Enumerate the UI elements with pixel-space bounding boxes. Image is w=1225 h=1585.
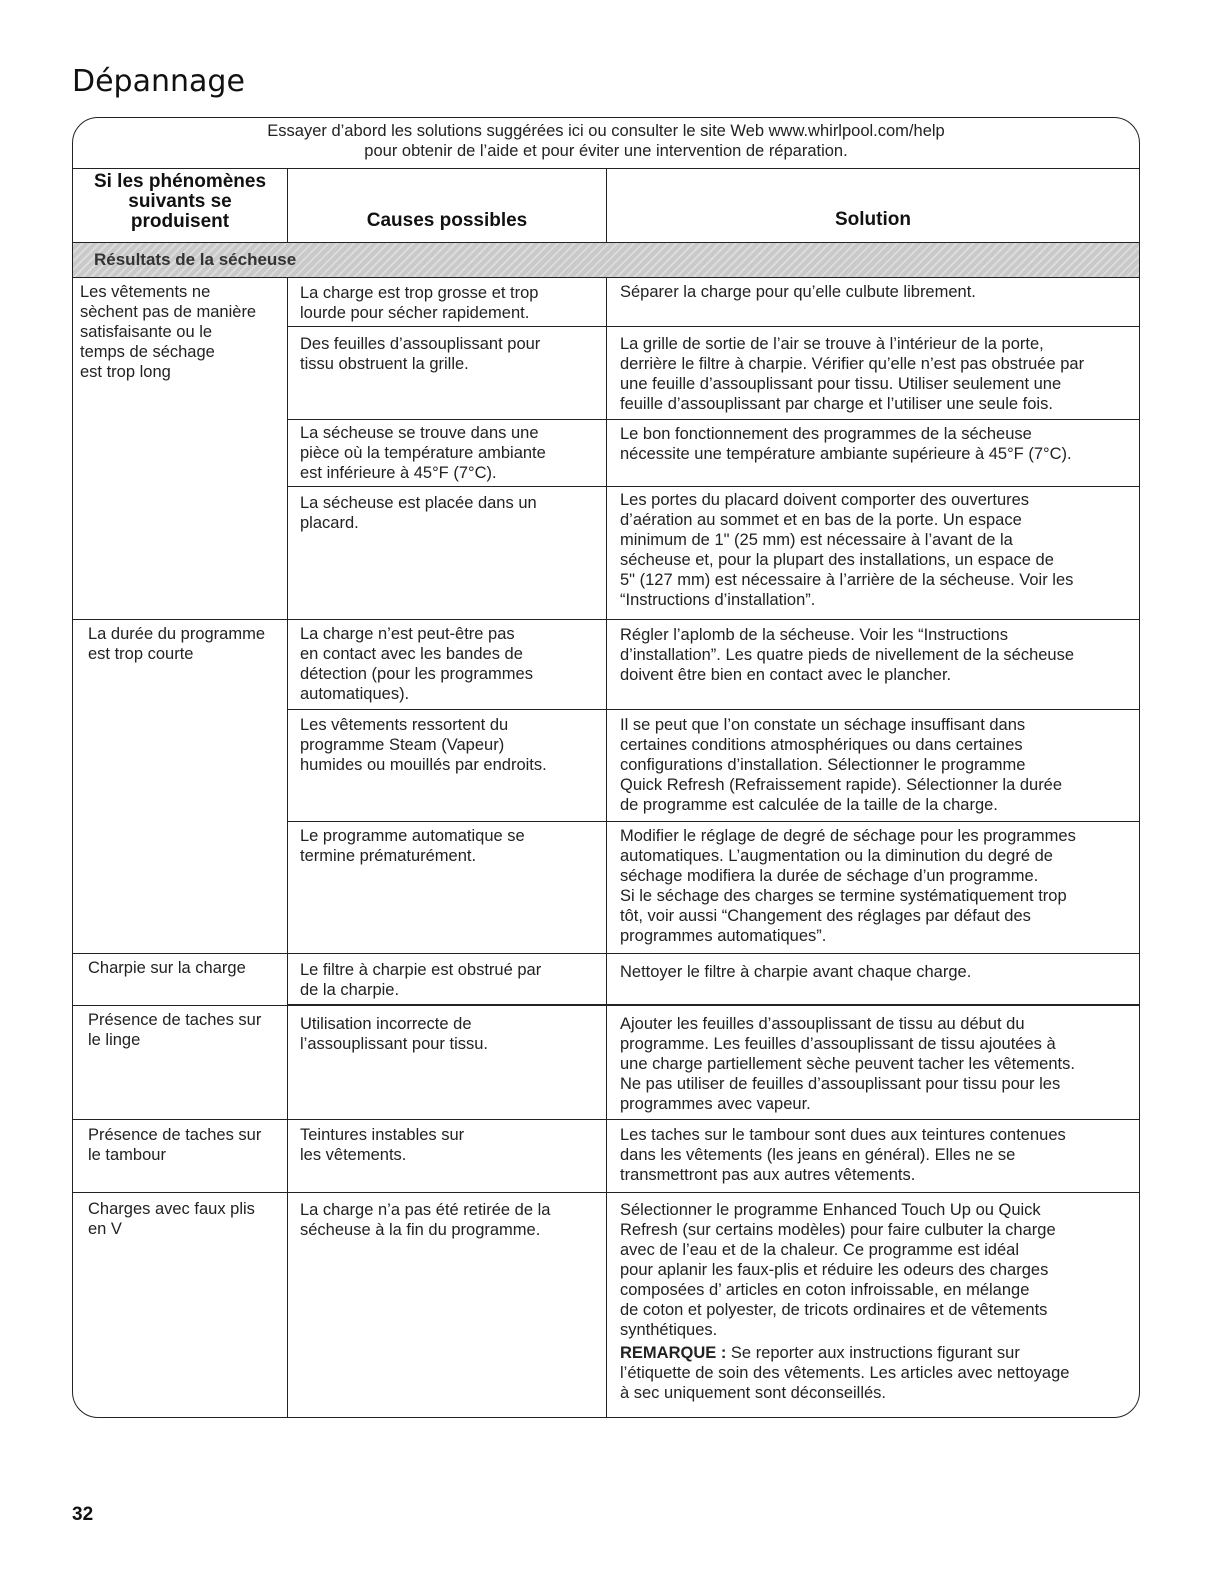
row-rule bbox=[288, 709, 1139, 710]
group-rule bbox=[73, 1119, 1139, 1120]
solution-cell: Modifier le réglage de degré de séchage pour les programmes automatiques. L’augmentation ou la diminution du degré de séchage modifiera la durée de séchage d’un programme. Si le séchage des charges se termine systématiquement trop tôt, voir aussi “Changement des réglages par défaut des programmes automatiques”. bbox=[620, 827, 1076, 945]
group-rule bbox=[73, 1192, 1139, 1193]
section-title: Résultats de la sécheuse bbox=[94, 250, 297, 269]
page-title: Dépannage bbox=[72, 64, 245, 99]
solution-cell: Régler l’aplomb de la sécheuse. Voir les “Instructions d’installation”. Les quatre pieds de nivellement de la sécheuse doivent être bien en contact avec le plancher. bbox=[620, 626, 1075, 684]
column-divider-1 bbox=[287, 168, 288, 1417]
problem-cell: Présence de taches sur le tambour bbox=[88, 1126, 262, 1164]
problem-cell: Charpie sur la charge bbox=[88, 959, 246, 977]
problem-cell: La durée du programme est trop courte bbox=[88, 625, 266, 663]
intro-line-1: Essayer d’abord les solutions suggérées ici ou consulter le site Web www.whirlpool.com/help bbox=[267, 122, 945, 140]
cause-cell: La sécheuse se trouve dans une pièce où la température ambiante est inférieure à 45°F (7°C). bbox=[300, 424, 546, 482]
cause-cell: Le programme automatique se termine prématurément. bbox=[300, 827, 525, 865]
cause-cell: Le filtre à charpie est obstrué par de la charpie. bbox=[300, 961, 542, 999]
section-band bbox=[73, 242, 1139, 278]
header-solution: Solution bbox=[835, 209, 911, 230]
cause-cell: La charge est trop grosse et trop lourde pour sécher rapidement. bbox=[300, 284, 539, 322]
row-rule bbox=[288, 419, 1139, 420]
solution-cell: Les portes du placard doivent comporter des ouvertures d’aération au sommet et en bas de la porte. Un espace minimum de 1" (25 mm) est nécessaire à l’avant de la sécheuse et, pour la plupart des installations, un espace de 5" (127 mm) est nécessaire à l’arrière de la sécheuse. Voir les “Instructions d’installation”. bbox=[620, 491, 1074, 609]
note-text: Se reporter aux instructions figurant sur l’étiquette de soin des vêtements. Les articles avec nettoyage à sec uniquement sont déconseillés. bbox=[620, 1344, 1070, 1402]
intro-line-2: pour obtenir de l’aide et pour éviter une intervention de réparation. bbox=[364, 142, 848, 160]
row-rule bbox=[288, 486, 1139, 487]
column-divider-2 bbox=[606, 168, 607, 1417]
solution-cell: Le bon fonctionnement des programmes de la sécheuse nécessite une température ambiante supérieure à 45°F (7°C). bbox=[620, 425, 1072, 463]
problem-cell: Les vêtements ne sèchent pas de manière satisfaisante ou le temps de séchage est trop long bbox=[80, 283, 257, 381]
cause-cell: La sécheuse est placée dans un placard. bbox=[300, 494, 537, 532]
solution-cell: Ajouter les feuilles d’assouplissant de tissu au début du programme. Les feuilles d’assouplissant de tissu ajoutées à une charge partiellement sèche peuvent tacher les vêtements. Ne pas utiliser de feuilles d’assouplissant pour tissu pour les programmes avec vapeur. bbox=[620, 1015, 1075, 1113]
solution-cell: Nettoyer le filtre à charpie avant chaque charge. bbox=[620, 963, 972, 981]
cause-cell: La charge n’est peut-être pas en contact avec les bandes de détection (pour les programmes automatiques). bbox=[300, 625, 533, 703]
cause-cell: Utilisation incorrecte de l’assouplissant pour tissu. bbox=[300, 1015, 489, 1053]
row-rule bbox=[288, 326, 1139, 327]
problem-cell: Présence de taches sur le linge bbox=[88, 1011, 262, 1049]
intro-text bbox=[72, 121, 1140, 161]
cause-cell: La charge n’a pas été retirée de la sécheuse à la fin du programme. bbox=[300, 1201, 551, 1239]
cause-cell: Teintures instables sur les vêtements. bbox=[300, 1126, 465, 1164]
header-causes: Causes possibles bbox=[366, 210, 528, 231]
solution-cell: Séparer la charge pour qu’elle culbute librement. bbox=[620, 283, 976, 301]
group-rule bbox=[73, 953, 1139, 954]
solution-cell: Les taches sur le tambour sont dues aux teintures contenues dans les vêtements (les jeans en général). Elles ne se transmettront pas aux autres vêtements. bbox=[620, 1126, 1066, 1184]
problem-cell: Charges avec faux plis en V bbox=[88, 1200, 255, 1238]
solution-cell: La grille de sortie de l’air se trouve à l’intérieur de la porte, derrière le filtre à charpie. Vérifier qu’elle n’est pas obstruée par une feuille d’assouplissant pour tissu. Utiliser seulement une feuille d’assouplissant par charge et l’utiliser une seule fois. bbox=[620, 335, 1085, 413]
group-rule bbox=[73, 619, 1139, 620]
cause-cell: Les vêtements ressortent du programme Steam (Vapeur) humides ou mouillés par endroits. bbox=[300, 716, 547, 774]
group-rule bbox=[73, 1005, 1139, 1006]
header-problem: Si les phénomènes suivants se produisent bbox=[93, 171, 267, 232]
note-cell bbox=[620, 1343, 1136, 1403]
solution-cell: Sélectionner le programme Enhanced Touch Up ou Quick Refresh (sur certains modèles) pour faire culbuter la charge avec de l’eau et de la chaleur. Ce programme est idéal pour aplanir les faux-plis et réduire les odeurs des charges composées d’ articles en coton infroissable, en mélange de coton et polyester, de tricots ordinaires et de vêtements synthétiques. bbox=[620, 1201, 1056, 1339]
cause-cell: Des feuilles d’assouplissant pour tissu obstruent la grille. bbox=[300, 335, 541, 373]
page-number: 32 bbox=[72, 1504, 94, 1525]
note-label: REMARQUE : bbox=[620, 1344, 727, 1362]
solution-cell: Il se peut que l’on constate un séchage insuffisant dans certaines conditions atmosphériques ou dans certaines configurations d’installation. Sélectionner le programme Quick Refresh (Refraissement rapide). Sélectionner la durée de programme est calculée de la taille de la charge. bbox=[620, 716, 1063, 814]
row-rule bbox=[288, 821, 1139, 822]
